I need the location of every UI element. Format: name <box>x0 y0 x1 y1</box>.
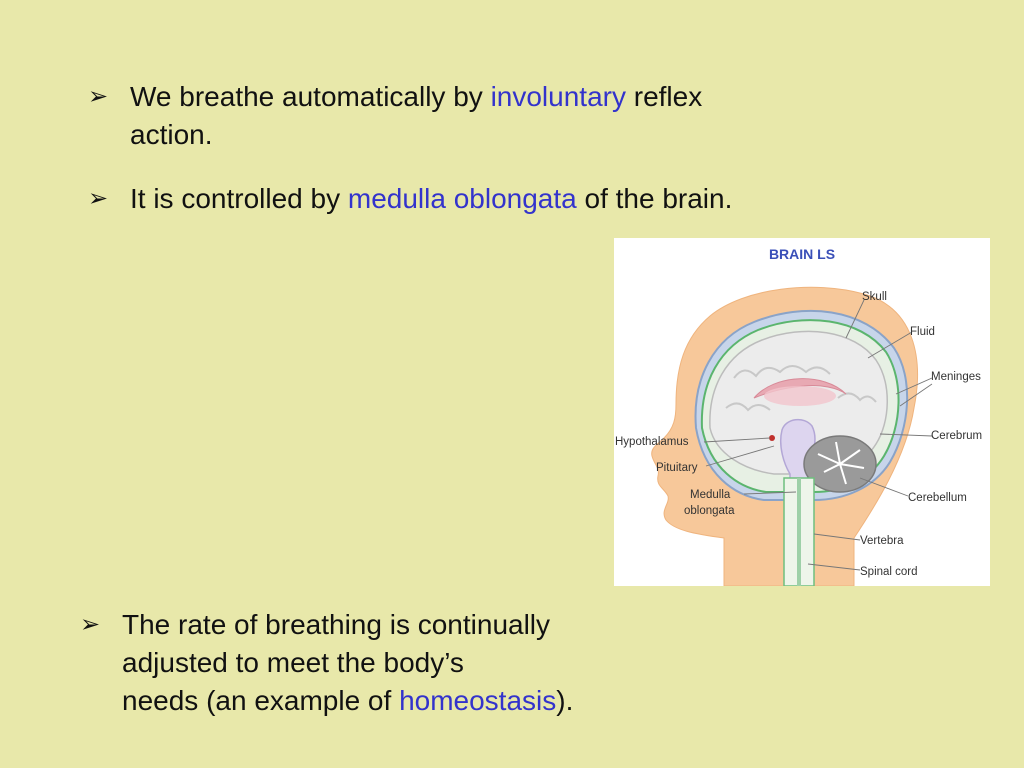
highlight-homeostasis: homeostasis <box>399 685 557 716</box>
label-fluid: Fluid <box>910 326 935 338</box>
label-vertebra: Vertebra <box>860 535 904 547</box>
bullet-line <box>122 606 573 644</box>
label-cerebrum: Cerebrum <box>931 430 983 442</box>
bullet-line <box>122 644 573 682</box>
text-run: We breathe automatically by <box>130 81 491 112</box>
text-run: of the brain. <box>576 183 733 214</box>
text-run: It is controlled by <box>130 183 348 214</box>
bullet-line <box>130 116 702 154</box>
label-medulla: Medulla <box>690 489 731 501</box>
bullet-text <box>122 606 573 720</box>
bullet-line <box>130 180 732 218</box>
bullet-medulla-control <box>88 180 888 220</box>
figure-title: BRAIN LS <box>768 246 836 262</box>
label-meninges: Meninges <box>931 371 981 383</box>
label-skull: Skull <box>862 291 887 303</box>
text-run: adjusted to meet the body’s <box>122 647 464 678</box>
text-run: The rate of breathing is continually <box>122 609 551 640</box>
bullet-homeostasis <box>80 606 700 726</box>
text-run: needs (an example of <box>122 685 400 716</box>
arrow-bullet-icon: ➢ <box>88 83 109 110</box>
bullet-text <box>130 78 702 154</box>
text-run: reflex <box>625 81 703 112</box>
text-run: ). <box>556 685 574 716</box>
bullet-line <box>130 78 702 116</box>
arrow-bullet-icon: ➢ <box>88 185 109 212</box>
text-run: action. <box>130 119 213 150</box>
highlight-involuntary: involuntary <box>490 81 626 112</box>
bullet-line <box>122 682 573 720</box>
label-pituitary: Pituitary <box>656 462 698 474</box>
brain-ls-diagram <box>614 238 990 586</box>
label-spinal-cord: Spinal cord <box>860 566 918 578</box>
label-cerebellum: Cerebellum <box>908 492 967 504</box>
brain-illustration <box>614 238 990 586</box>
bullet-involuntary-reflex <box>88 78 848 158</box>
label-oblongata: oblongata <box>684 505 735 517</box>
label-hypothalamus: Hypothalamus <box>615 436 689 448</box>
arrow-bullet-icon: ➢ <box>80 611 101 638</box>
highlight-medulla-oblongata: medulla oblongata <box>347 183 577 214</box>
bullet-text <box>130 180 732 218</box>
